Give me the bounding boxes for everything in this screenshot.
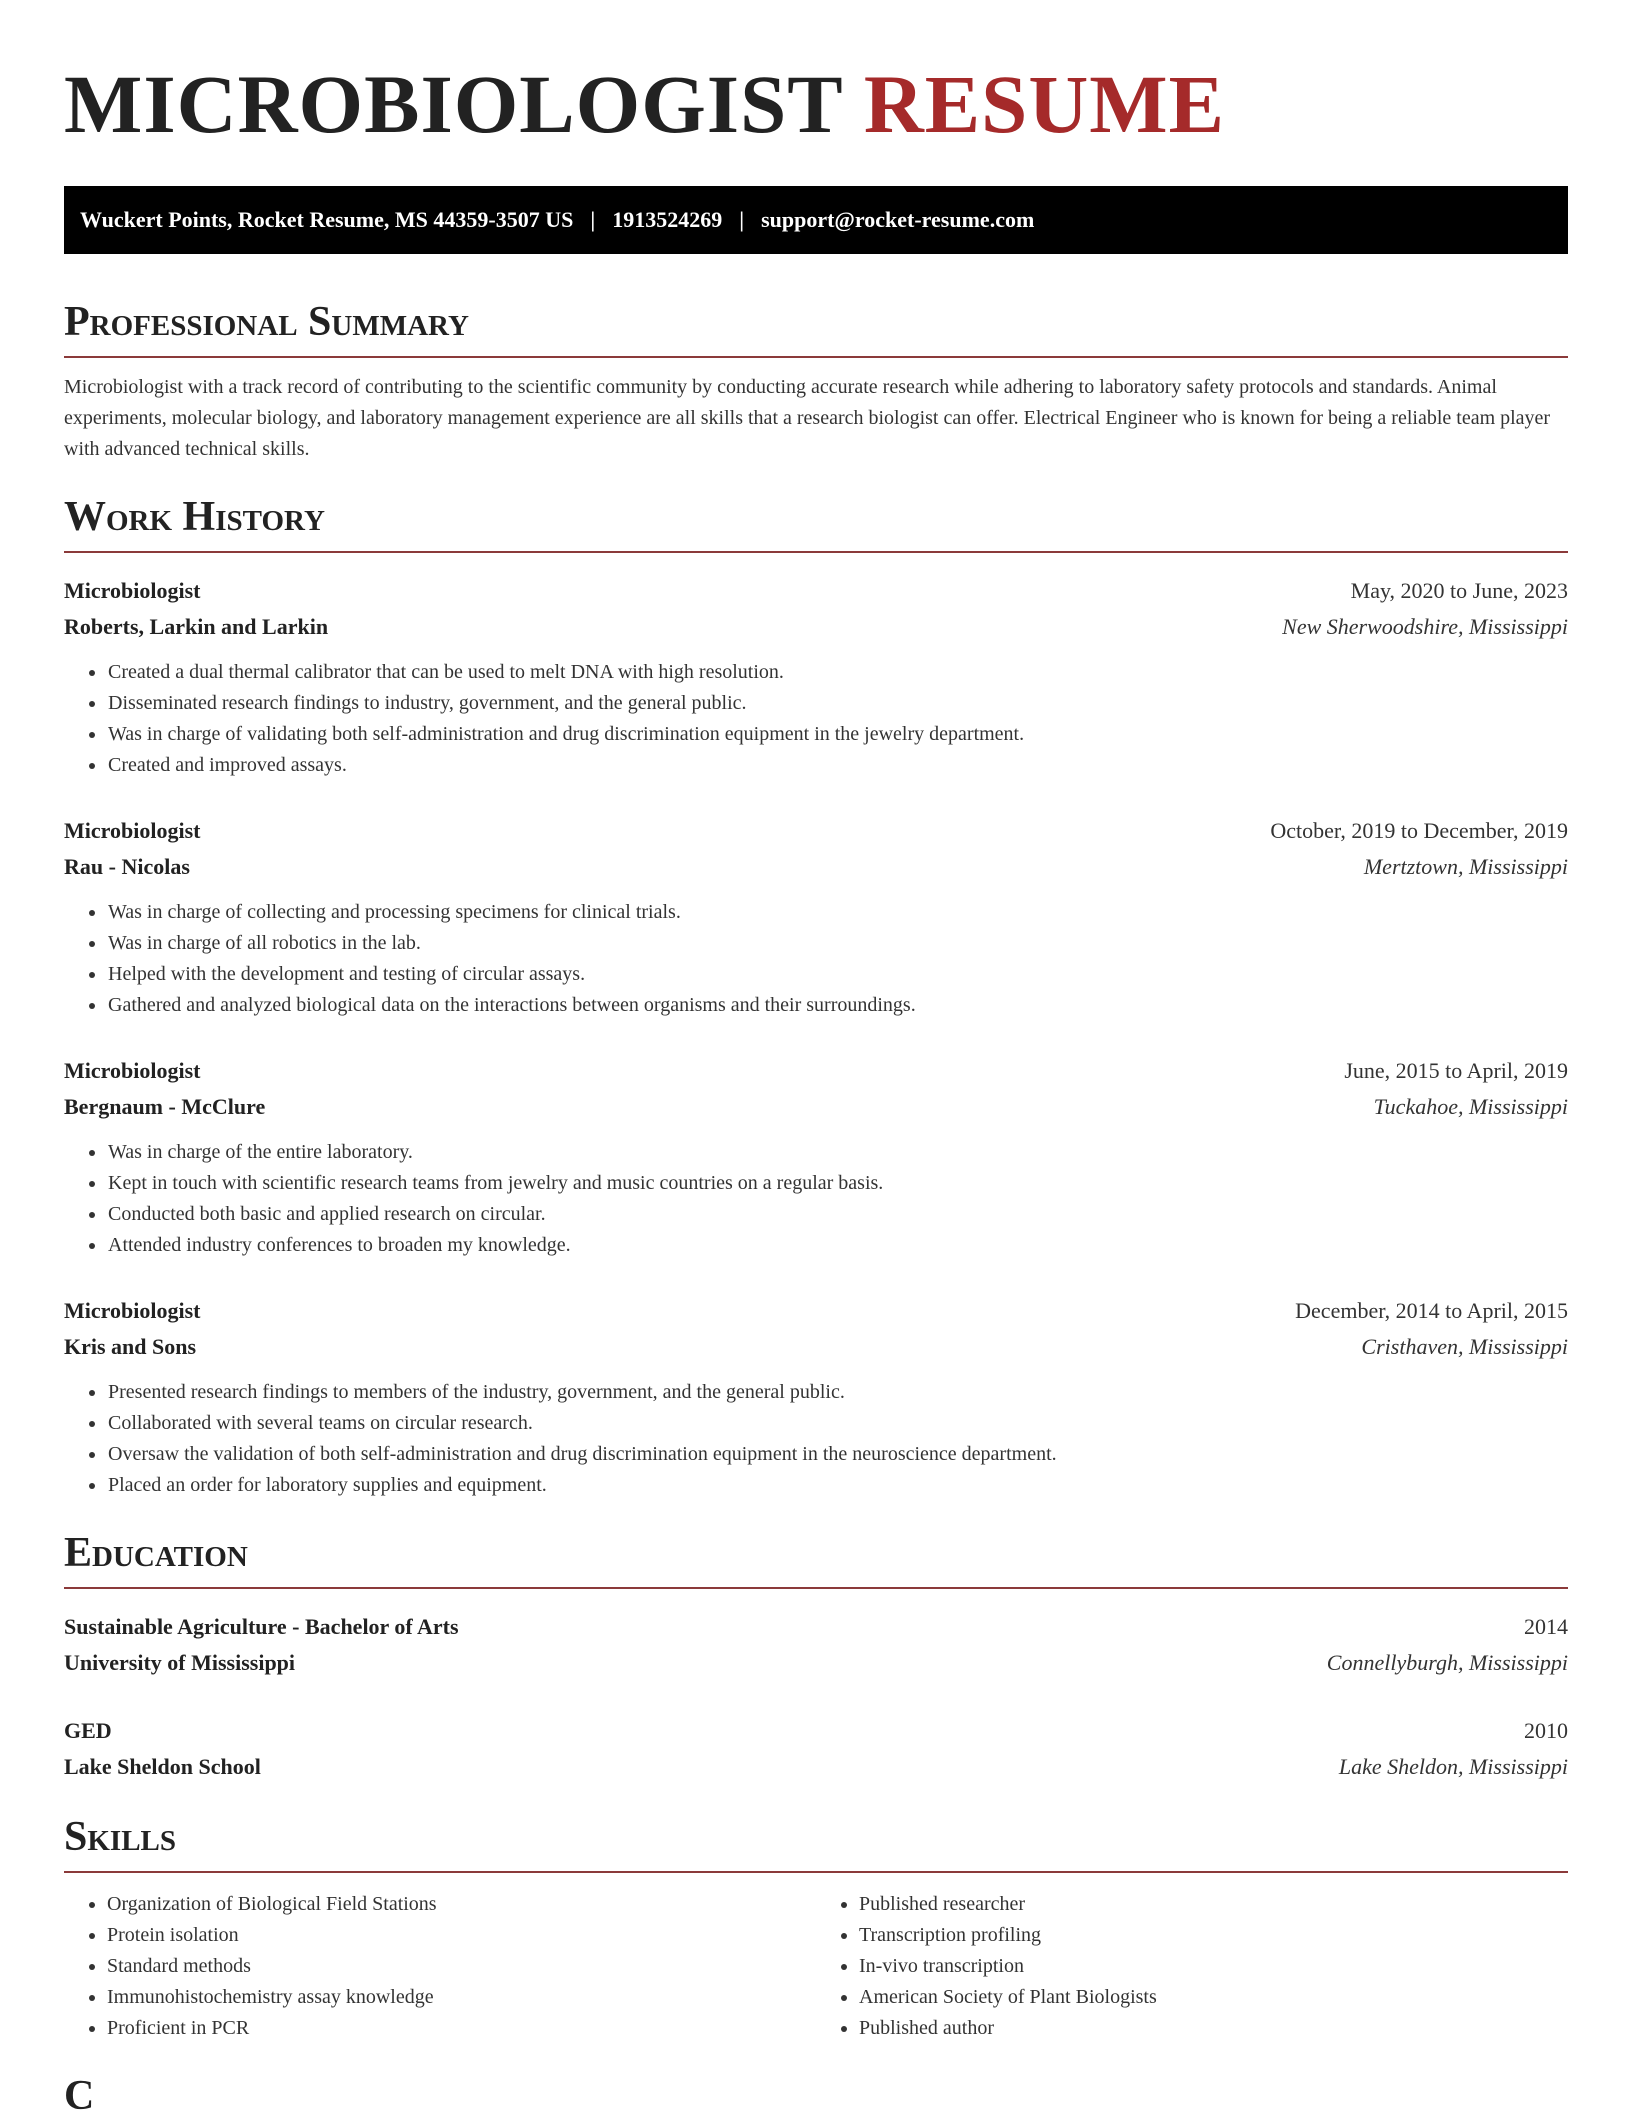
job-dates: June, 2015 to April, 2019 [1344,1058,1568,1083]
contact-phone[interactable]: 1913524269 [612,207,723,232]
title-accent: RESUME [863,58,1225,150]
list-item: • Was in charge of collecting and processing specimens for clinical trials. [107,897,1568,928]
skills-heading: Skills [64,1813,1568,1873]
list-item: • Transcription profiling [859,1920,1568,1951]
job-title: Microbiologist [64,578,201,603]
job-location: Mertztown, Mississippi [1363,854,1568,879]
list-item: • Organization of Biological Field Stations [107,1889,816,1920]
job-bullets [64,1377,1568,1501]
list-item: • Kept in touch with scientific research teams from jewelry and music countries on a regular basis. [107,1168,1568,1199]
education-school: University of Mississippi [64,1650,296,1675]
education-location: Connellyburgh, Mississippi [1326,1650,1568,1675]
list-item: • Published author [859,2013,1568,2044]
contact-separator: | [739,207,745,232]
list-item: • American Society of Plant Biologists [859,1982,1568,2013]
list-item: • Was in charge of validating both self-administration and drug discrimination equipment in the jewelry department. [107,719,1568,750]
list-item: • Collaborated with several teams on circular research. [107,1408,1568,1439]
list-item: • Placed an order for laboratory supplies and equipment. [107,1470,1568,1501]
job-title: Microbiologist [64,1298,201,1323]
next-section-heading: C [64,2073,95,2119]
skills-columns [64,1889,1568,2044]
job-title: Microbiologist [64,1058,201,1083]
job-bullets [64,897,1568,1021]
job-company: Roberts, Larkin and Larkin [64,614,329,639]
list-item: • Gathered and analyzed biological data on the interactions between organisms and their surroundings. [107,990,1568,1021]
contact-bar [64,186,1568,254]
job-company: Bergnaum - McClure [64,1094,266,1119]
job-location: New Sherwoodshire, Mississippi [1282,614,1568,639]
list-item: • Was in charge of the entire laboratory. [107,1137,1568,1168]
job-dates: December, 2014 to April, 2015 [1295,1298,1568,1323]
education-heading: Education [64,1529,1568,1589]
skills-list-right [816,1889,1568,2044]
list-item: • Helped with the development and testing of circular assays. [107,959,1568,990]
list-item: • In-vivo transcription [859,1951,1568,1982]
list-item: • Proficient in PCR [107,2013,816,2044]
job-location: Cristhaven, Mississippi [1361,1334,1568,1359]
job-entry [64,1293,1568,1501]
list-item: • Standard methods [107,1951,816,1982]
list-item: • Protein isolation [107,1920,816,1951]
list-item: • Conducted both basic and applied research on circular. [107,1199,1568,1230]
education-year: 2010 [1524,1718,1568,1743]
list-item: • Created a dual thermal calibrator that can be used to melt DNA with high resolution. [107,657,1568,688]
job-bullets [64,1137,1568,1261]
contact-separator: | [590,207,596,232]
job-entry [64,1053,1568,1261]
education-year: 2014 [1524,1614,1568,1639]
title-main: MICROBIOLOGIST [64,58,843,150]
resume-title [64,56,1568,152]
list-item: • Attended industry conferences to broaden my knowledge. [107,1230,1568,1261]
job-dates: October, 2019 to December, 2019 [1270,818,1568,843]
summary-text: Microbiologist with a track record of contributing to the scientific community by conducting accurate research while adhering to laboratory safety protocols and standards. Animal experiments, molecular biology, and laboratory management experience are all skills that a research biologist can offer. Electrical Engineer who is known for being a reliable team player with advanced technical skills. [64,376,1551,460]
skills-list-left [64,1889,816,2044]
list-item: • Oversaw the validation of both self-administration and drug discrimination equipment in the neuroscience department. [107,1439,1568,1470]
list-item: • Created and improved assays. [107,750,1568,781]
job-company: Rau - Nicolas [64,854,190,879]
education-entry [64,1713,1568,1785]
contact-address: Wuckert Points, Rocket Resume, MS 44359-3507 US [80,207,574,232]
education-degree: GED [64,1718,112,1743]
job-company: Kris and Sons [64,1334,197,1359]
skills-section [64,1813,1568,2044]
work-history-heading: Work History [64,493,1568,553]
education-school: Lake Sheldon School [64,1754,261,1779]
job-dates: May, 2020 to June, 2023 [1350,578,1568,603]
job-title: Microbiologist [64,818,201,843]
list-item: • Presented research findings to members of the industry, government, and the general public. [107,1377,1568,1408]
list-item: • Disseminated research findings to industry, government, and the general public. [107,688,1568,719]
list-item: • Published researcher [859,1889,1568,1920]
contact-email[interactable]: support@rocket-resume.com [761,207,1035,232]
work-history-section [64,493,1568,1501]
summary-heading: Professional Summary [64,298,1568,358]
education-degree: Sustainable Agriculture - Bachelor of Arts [64,1614,459,1639]
job-entry [64,813,1568,1021]
education-entry [64,1609,1568,1681]
summary-section [64,298,1568,465]
list-item: • Immunohistochemistry assay knowledge [107,1982,816,2013]
education-location: Lake Sheldon, Mississippi [1338,1754,1568,1779]
job-entry [64,573,1568,781]
education-section [64,1529,1568,1785]
list-item: • Was in charge of all robotics in the lab. [107,928,1568,959]
job-bullets [64,657,1568,781]
job-location: Tuckahoe, Mississippi [1373,1094,1568,1119]
